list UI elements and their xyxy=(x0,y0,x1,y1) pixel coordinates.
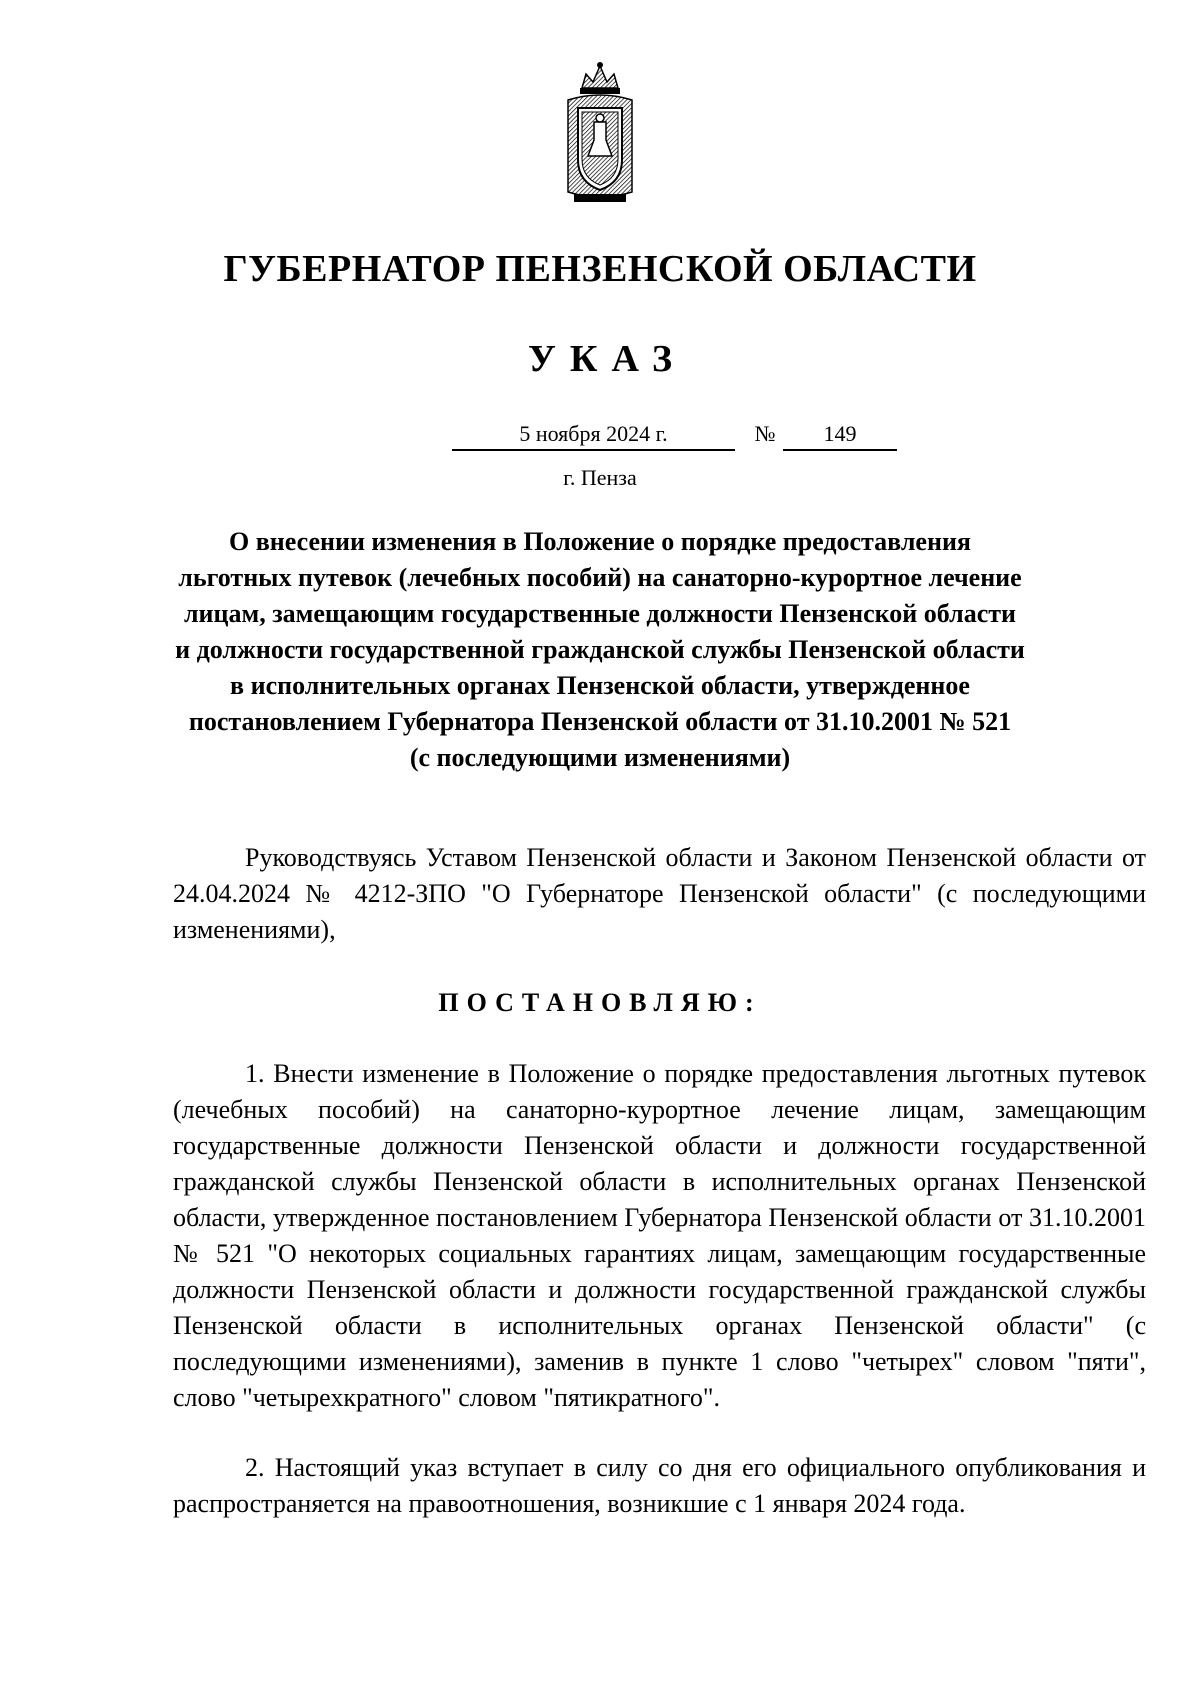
title-line: и должности государственной гражданской службы Пензенской области xyxy=(175,635,1025,664)
title-line: в исполнительных органах Пензенской области, утвержденное xyxy=(230,671,970,700)
document-type: УКАЗ xyxy=(528,338,686,380)
document-title xyxy=(130,524,1070,776)
title-line: (с последующими изменениями) xyxy=(409,743,791,772)
document-date: 5 ноября 2024 г. xyxy=(452,419,735,451)
item-paragraph-1: 1. Внести изменение в Положение о порядке предоставления льготных путевок (лечебных пособий) на санаторно-курортное лечение лицам, замещающим государственные должности Пензенской области и должности государственной гражданской службы Пензенской области в исполнительных органах Пензенской области, утвержденное постановлением Губернатора Пензенской области от 31.10.2001 № 521 "О некоторых социальных гарантиях лицам, замещающим государственные должности Пензенской области и должности государственной гражданской службы Пензенской области в исполнительных органах Пензенской области" (с последующими изменениями), заменив в пункте 1 слово "четырех" словом "пяти", слово "четырехкратного" словом "пятикратного". xyxy=(173,1059,1146,1412)
number-sign: № xyxy=(754,421,776,446)
title-line: О внесении изменения в Положение о порядке предоставления xyxy=(228,527,971,556)
title-line: лицам, замещающим государственные должности Пензенской области xyxy=(183,599,1017,628)
issuing-authority: ГУБЕРНАТОР ПЕНЗЕНСКОЙ ОБЛАСТИ xyxy=(223,248,977,290)
coat-of-arms-icon xyxy=(560,60,640,210)
item-paragraph-2: 2. Настоящий указ вступает в силу со дня его официального опубликования и распространяется на правоотношения, возникшие с 1 января 2024 года. xyxy=(173,1453,1146,1518)
document-number: 149 xyxy=(783,419,897,451)
resolve-heading: ПОСТАНОВЛЯЮ: xyxy=(438,988,762,1017)
title-line: постановлением Губернатора Пензенской области от 31.10.2001 № 521 xyxy=(188,707,1012,736)
document-city: г. Пенза xyxy=(563,465,637,490)
preamble-paragraph: Руководствуясь Уставом Пензенской области и Законом Пензенской области от 24.04.2024 № 4212-ЗПО "О Губернаторе Пензенской области" (с последующими изменениями), xyxy=(173,843,1146,944)
title-line: льготных путевок (лечебных пособий) на санаторно-курортное лечение xyxy=(178,563,1022,592)
